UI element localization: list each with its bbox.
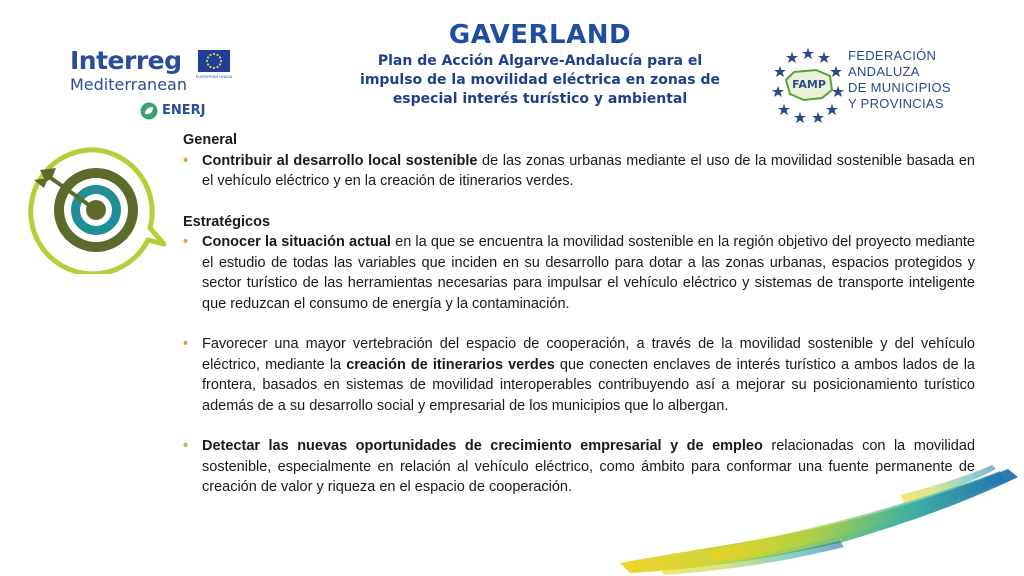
strategic-bullet-2 [183, 334, 975, 416]
enerj-leaf-icon [140, 102, 158, 120]
bullet-text: Favorecer una mayor vertebración del espacio de cooperación, a través de la movilidad sostenible y del vehículo eléctrico, mediante la [202, 336, 975, 373]
eu-caption: EUROPEAN UNION [195, 74, 233, 79]
bullet-emphasis: Detectar las nuevas oportunidades de crecimiento empresarial y de empleo [202, 438, 763, 454]
target-arrow-icon [26, 144, 166, 274]
famp-badge: FAMP [792, 78, 826, 91]
famp-name-line: DE MUNICIPIOS [848, 80, 951, 95]
famp-name-line: FEDERACIÓN [848, 48, 937, 63]
interreg-logo [70, 46, 240, 124]
subtitle-line: Plan de Acción Algarve-Andalucía para el [377, 53, 703, 69]
bullet-text: que conecten enclaves de interés turístico a ambos lados de la frontera, basados en sistemas de movilidad interoperables contribuyendo así a mejorar su posicionamiento turístico además de a su desarrollo social y empresarial de los municipios que lo albergan. [202, 356, 976, 414]
page-title: GAVERLAND [448, 20, 632, 50]
bullet-marker: • [183, 152, 189, 169]
famp-name [848, 48, 951, 112]
bullet-emphasis: creación de itinerarios verdes [346, 356, 555, 373]
subtitle-line: especial interés turístico y ambiental [392, 91, 688, 107]
bullet-text: relacionadas con la movilidad sostenible, especialmente en relación al vehículo eléctrico, como ámbito para conformar una fuente permanente de creación de valor y riqueza en el espacio de cooperación. [202, 438, 976, 495]
famp-name-line: ANDALUZA [848, 64, 920, 79]
enerj-wordmark: ENERJ [162, 103, 206, 118]
bullet-marker: • [183, 336, 189, 352]
strategic-heading: Estratégicos [183, 213, 271, 230]
bullet-marker: • [183, 438, 189, 454]
objectives-content [183, 130, 975, 498]
general-bullet [183, 151, 975, 192]
famp-name-line: Y PROVINCIAS [848, 96, 944, 111]
bullet-emphasis: Conocer la situación actual [202, 234, 391, 250]
eu-flag-icon [198, 50, 230, 72]
decorative-brush-stroke [600, 455, 1024, 576]
bullet-text: en la que se encuentra la movilidad sostenible en la región objetivo del proyecto mediante el estudio de todas las variables que inciden en su desarrollo para dotar a las zonas urbanas, espacios protegidos y sector turístico de las herramientas necesarias para impulsar el vehículo eléctrico y sistemas de transporte inteligente que reduzcan el consumo de energía y la contaminación. [202, 234, 975, 312]
page-subtitle [330, 52, 750, 109]
bullet-emphasis: Contribuir al desarrollo local sostenible [202, 152, 478, 169]
mediterranean-wordmark: Mediterranean [70, 75, 187, 94]
bullet-text: de las zonas urbanas mediante el uso de la movilidad sostenible basada en el vehículo eléctrico y en la creación de itinerarios verdes. [202, 152, 975, 189]
bullet-marker: • [183, 234, 189, 250]
general-heading: General [183, 132, 237, 148]
famp-stars-emblem [772, 46, 844, 124]
title-block [330, 18, 750, 109]
subtitle-line: impulso de la movilidad eléctrica en zonas de [360, 72, 720, 88]
famp-logo [772, 46, 962, 126]
strategic-bullet-1 [183, 232, 975, 314]
interreg-wordmark: Interreg [70, 46, 182, 75]
